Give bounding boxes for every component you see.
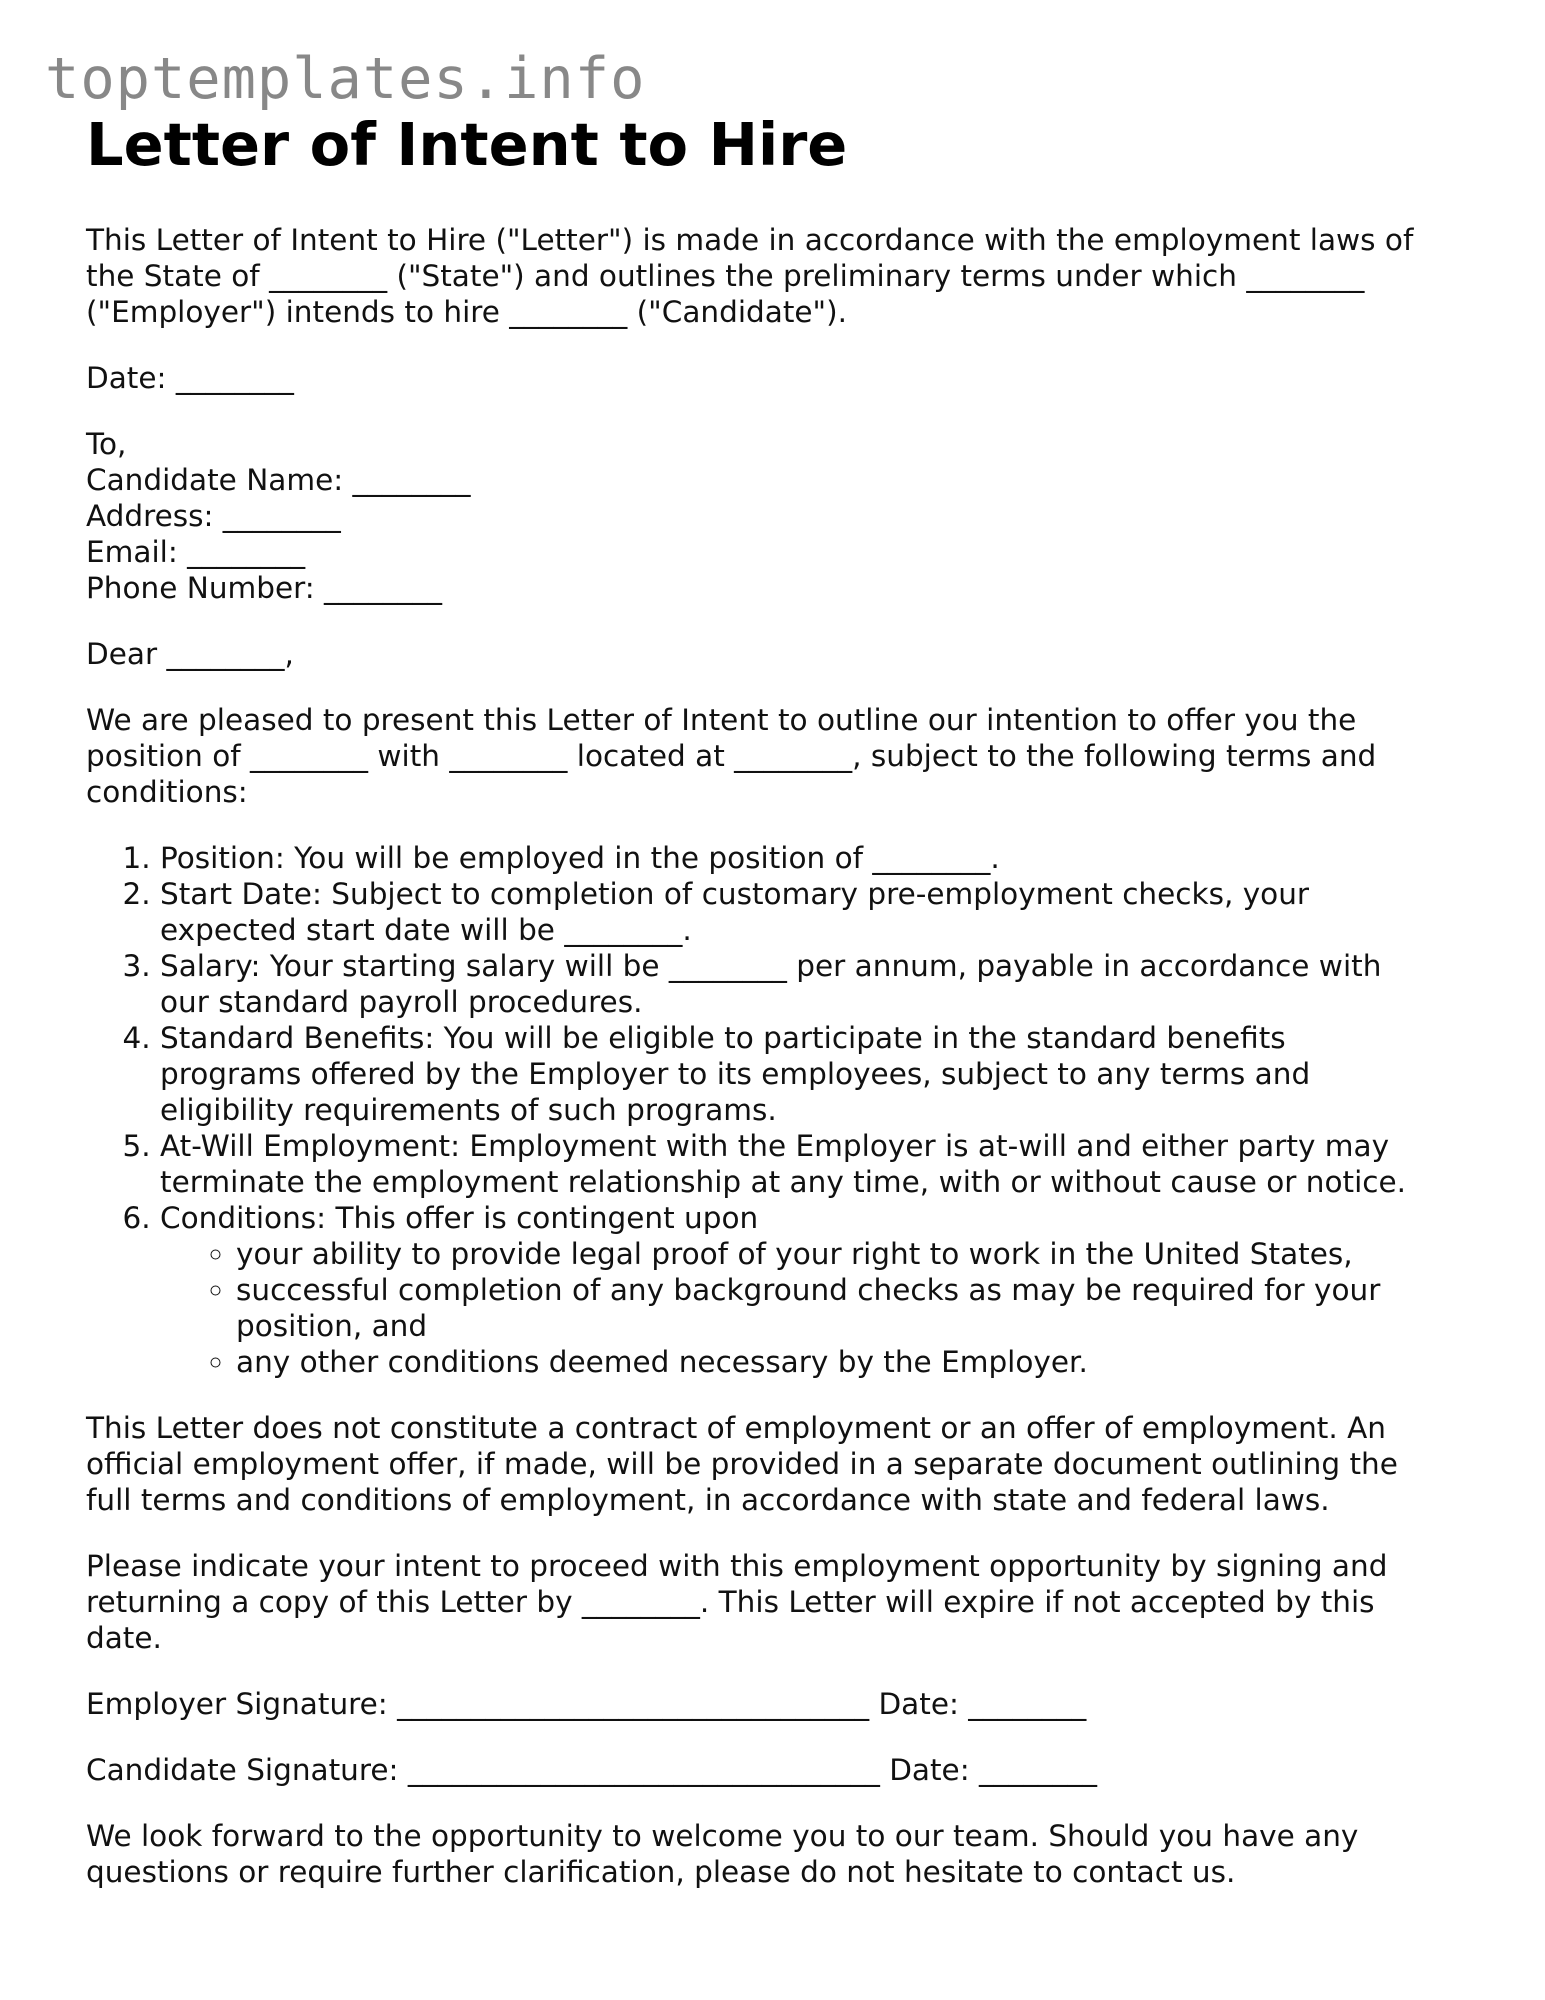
condition-item xyxy=(236,1272,1486,1344)
disclaimer-line: official employment offer, if made, will be provided in a separate document outlining the xyxy=(86,1447,1398,1481)
intro-line: the State of ________ ("State") and outlines the preliminary terms under which ________ xyxy=(86,259,1365,293)
term-line: Start Date: Subject to completion of customary pre-employment checks, your xyxy=(160,877,1310,911)
disclaimer-line: full terms and conditions of employment, in accordance with state and federal laws. xyxy=(86,1483,1330,1517)
document-title: Letter of Intent to Hire xyxy=(86,110,848,179)
condition-line: position, and xyxy=(236,1309,428,1343)
term-line: Standard Benefits: You will be eligible to participate in the standard benefits xyxy=(160,1021,1286,1055)
closing-line: questions or require further clarification, please do not hesitate to contact us. xyxy=(86,1855,1236,1889)
body-line: We are pleased to present this Letter of Intent to outline our intention to offer you the xyxy=(86,703,1357,737)
term-line: Conditions: This offer is contingent upon xyxy=(160,1201,759,1235)
condition-line: your ability to provide legal proof of your right to work in the United States, xyxy=(236,1237,1353,1271)
term-line: eligibility requirements of such programs. xyxy=(160,1093,777,1127)
acceptance-line: Please indicate your intent to proceed with this employment opportunity by signing and xyxy=(86,1549,1388,1583)
condition-item xyxy=(236,1344,1486,1380)
watermark-text: toptemplates.info xyxy=(45,46,646,112)
term-item xyxy=(160,876,1486,948)
intro-line: ("Employer") intends to hire ________ ("Candidate"). xyxy=(86,295,848,329)
term-item xyxy=(160,840,1486,876)
intro-paragraph xyxy=(86,222,1486,330)
term-line: expected start date will be ________. xyxy=(160,913,692,947)
date-line: Date: ________ xyxy=(86,361,294,395)
term-line: Salary: Your starting salary will be ________ per annum, payable in accordance with xyxy=(160,949,1382,983)
term-line: At-Will Employment: Employment with the Employer is at-will and either party may xyxy=(160,1129,1390,1163)
terms-list xyxy=(86,840,1486,1380)
recipient-email: Email: ________ xyxy=(86,535,306,569)
document-page xyxy=(86,110,1486,1890)
recipient-phone: Phone Number: ________ xyxy=(86,571,443,605)
body-line: conditions: xyxy=(86,775,248,809)
condition-line: successful completion of any background checks as may be required for your xyxy=(236,1273,1381,1307)
employer-signature-line: Employer Signature: ________________________________ Date: ________ xyxy=(86,1687,1087,1721)
recipient-name: Candidate Name: ________ xyxy=(86,463,471,497)
term-line: programs offered by the Employer to its employees, subject to any terms and xyxy=(160,1057,1311,1091)
body-paragraph xyxy=(86,702,1486,810)
term-item xyxy=(160,1200,1486,1380)
term-line: our standard payroll procedures. xyxy=(160,985,643,1019)
salutation: Dear ________, xyxy=(86,637,294,671)
condition-item xyxy=(236,1236,1486,1272)
acceptance-paragraph xyxy=(86,1548,1486,1656)
candidate-signature-line: Candidate Signature: ________________________________ Date: ________ xyxy=(86,1753,1098,1787)
acceptance-line: returning a copy of this Letter by ________. This Letter will expire if not accepted by this xyxy=(86,1585,1375,1619)
recipient-address: Address: ________ xyxy=(86,499,341,533)
body-line: position of ________ with ________ located at ________, subject to the following terms and xyxy=(86,739,1377,773)
intro-line: This Letter of Intent to Hire ("Letter") is made in accordance with the employment laws of xyxy=(86,223,1414,257)
conditions-list xyxy=(160,1236,1486,1380)
term-item xyxy=(160,1128,1486,1200)
term-item xyxy=(160,1020,1486,1128)
recipient-to: To, xyxy=(86,427,127,461)
term-line: terminate the employment relationship at any time, with or without cause or notice. xyxy=(160,1165,1407,1199)
disclaimer-line: This Letter does not constitute a contract of employment or an offer of employment. An xyxy=(86,1411,1386,1445)
acceptance-line: date. xyxy=(86,1621,162,1655)
condition-line: any other conditions deemed necessary by the Employer. xyxy=(236,1345,1088,1379)
closing-line: We look forward to the opportunity to welcome you to our team. Should you have any xyxy=(86,1819,1359,1853)
closing-paragraph xyxy=(86,1818,1486,1890)
term-item xyxy=(160,948,1486,1020)
recipient-block xyxy=(86,426,1486,606)
term-line: Position: You will be employed in the position of ________. xyxy=(160,841,1000,875)
disclaimer-paragraph xyxy=(86,1410,1486,1518)
